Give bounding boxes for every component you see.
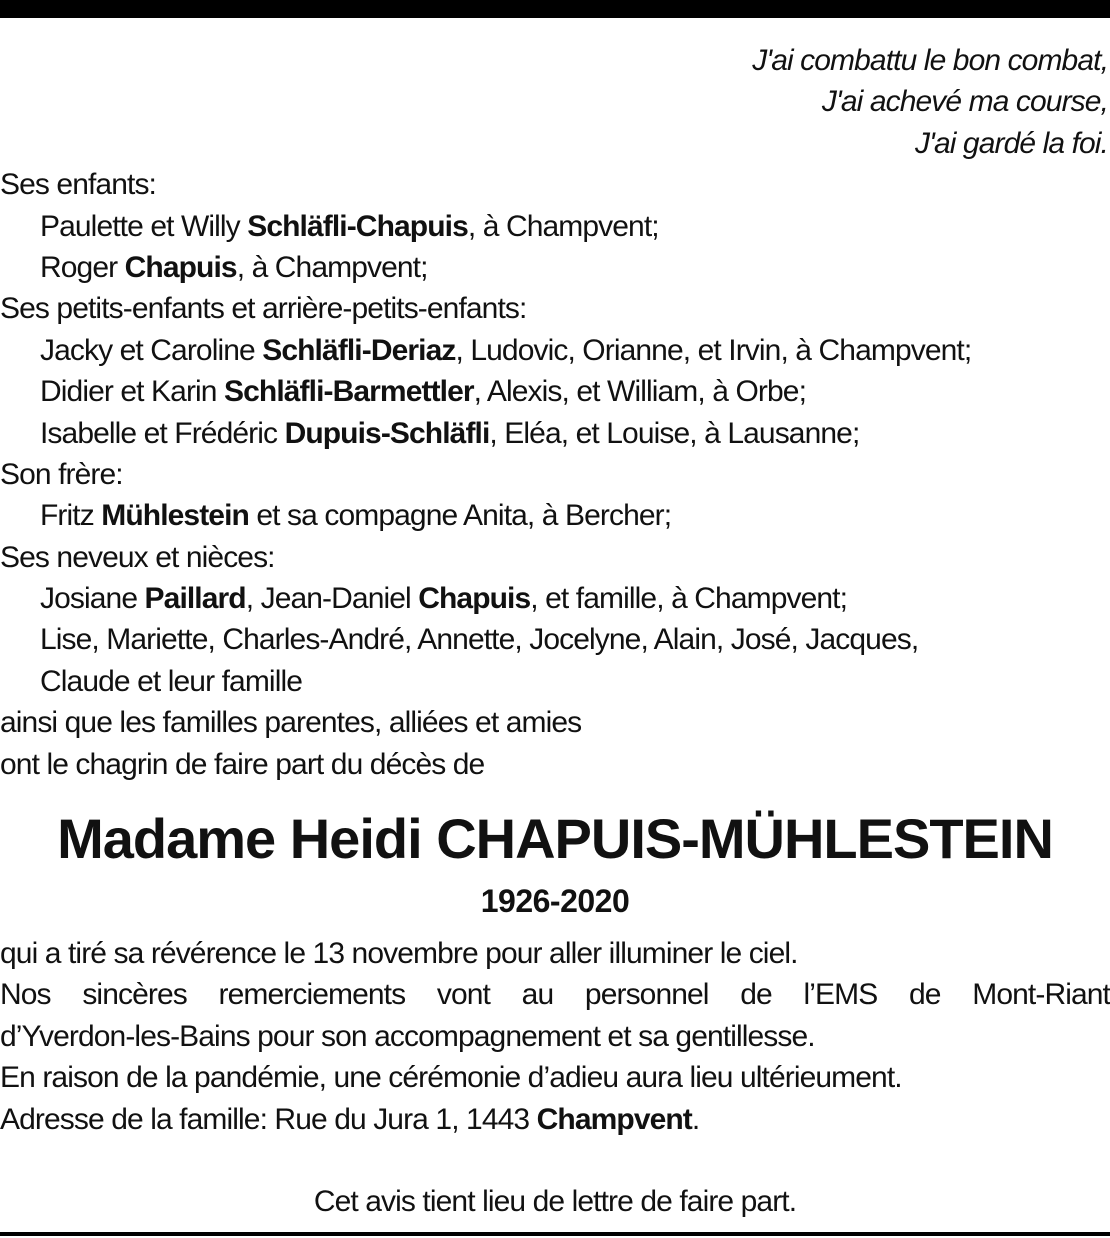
grandchild-name: Didier et Karin <box>40 375 225 409</box>
announcement-line: ont le chagrin de faire part du décès de <box>0 747 485 781</box>
child-surname: Chapuis <box>124 250 237 284</box>
nephew-surname: Paillard <box>144 582 246 616</box>
verse-line: J'ai gardé la foi. <box>915 126 1108 160</box>
nephew-name: Josiane <box>40 582 145 616</box>
nephew-details: , et famille, à Champvent; <box>530 582 848 616</box>
life-dates: 1926-2020 <box>480 883 630 920</box>
child-surname: Schläfli-Chapuis <box>247 209 468 243</box>
brother-name: Fritz <box>40 499 102 533</box>
grandchild-details: , Eléa, et Louise, à Lausanne; <box>489 416 860 450</box>
nephews-entry: Lise, Mariette, Charles-André, Annette, Jocelyne, Alain, José, Jacques, <box>40 623 919 657</box>
grandchild-entry <box>0 330 1110 371</box>
top-border-rule <box>0 0 1110 18</box>
child-name: Roger <box>40 250 125 284</box>
child-location: , à Champvent; <box>236 250 428 284</box>
grandchild-entry <box>0 371 1110 412</box>
closing-family-line: ainsi que les familles parentes, alliées et amies <box>0 706 582 740</box>
address-town: Champvent <box>536 1102 692 1136</box>
nephew-surname: Chapuis <box>418 582 531 616</box>
nephews-label: Ses neveux et nièces: <box>0 540 275 574</box>
child-entry <box>0 206 1110 247</box>
verse-line: J'ai combattu le bon combat, <box>752 44 1108 77</box>
nephew-name: , Jean-Daniel <box>245 582 419 616</box>
nephews-entry: Claude et leur famille <box>40 664 303 698</box>
grandchild-surname: Dupuis-Schläfli <box>284 416 490 450</box>
verse-line: J'ai achevé ma course, <box>821 85 1108 119</box>
address-text: Adresse de la famille: Rue du Jura 1, 1443 <box>0 1102 537 1136</box>
nephews-entry <box>0 578 1110 619</box>
grandchild-surname: Schläfli-Barmettler <box>224 375 474 409</box>
grandchild-entry <box>0 413 1110 454</box>
family-section <box>0 164 1110 785</box>
brother-details: et sa compagne Anita, à Bercher; <box>248 499 672 533</box>
child-entry <box>0 247 1110 288</box>
notice-footer: Cet avis tient lieu de lettre de faire part. <box>313 1184 797 1218</box>
child-name: Paulette et Willy <box>40 209 248 243</box>
message-line: Nos sincères remerciements vont au personnel de l’EMS de Mont-Riant <box>0 978 1110 1012</box>
child-location: , à Champvent; <box>467 209 659 243</box>
grandchild-surname: Schläfli-Deriaz <box>262 333 456 367</box>
grandchildren-label: Ses petits-enfants et arrière-petits-enfants: <box>0 292 527 326</box>
message-line: En raison de la pandémie, une cérémonie d’adieu aura lieu ultérieument. <box>0 1061 902 1095</box>
brother-surname: Mühlestein <box>101 499 249 533</box>
obituary-notice <box>0 40 1110 1222</box>
grandchild-name: Jacky et Caroline <box>40 333 263 367</box>
brother-label: Son frère: <box>0 457 123 491</box>
bottom-border-rule <box>0 1232 1110 1236</box>
children-label: Ses enfants: <box>0 168 156 202</box>
bible-verse <box>0 40 1110 164</box>
spacer <box>0 1140 1110 1181</box>
grandchild-details: , Alexis, et William, à Orbe; <box>473 375 807 409</box>
brother-entry <box>0 495 1110 536</box>
deceased-name: Madame Heidi CHAPUIS-MÜHLESTEIN <box>57 807 1053 871</box>
message-line: qui a tiré sa révérence le 13 novembre pour aller illuminer le ciel. <box>0 937 798 971</box>
grandchild-name: Isabelle et Frédéric <box>40 416 285 450</box>
family-address <box>0 1099 1110 1140</box>
address-end: . <box>691 1102 700 1136</box>
message-line: d’Yverdon-les-Bains pour son accompagnement et sa gentillesse. <box>0 1019 815 1053</box>
message-section <box>0 933 1110 1140</box>
grandchild-details: , Ludovic, Orianne, et Irvin, à Champvent; <box>455 333 972 367</box>
